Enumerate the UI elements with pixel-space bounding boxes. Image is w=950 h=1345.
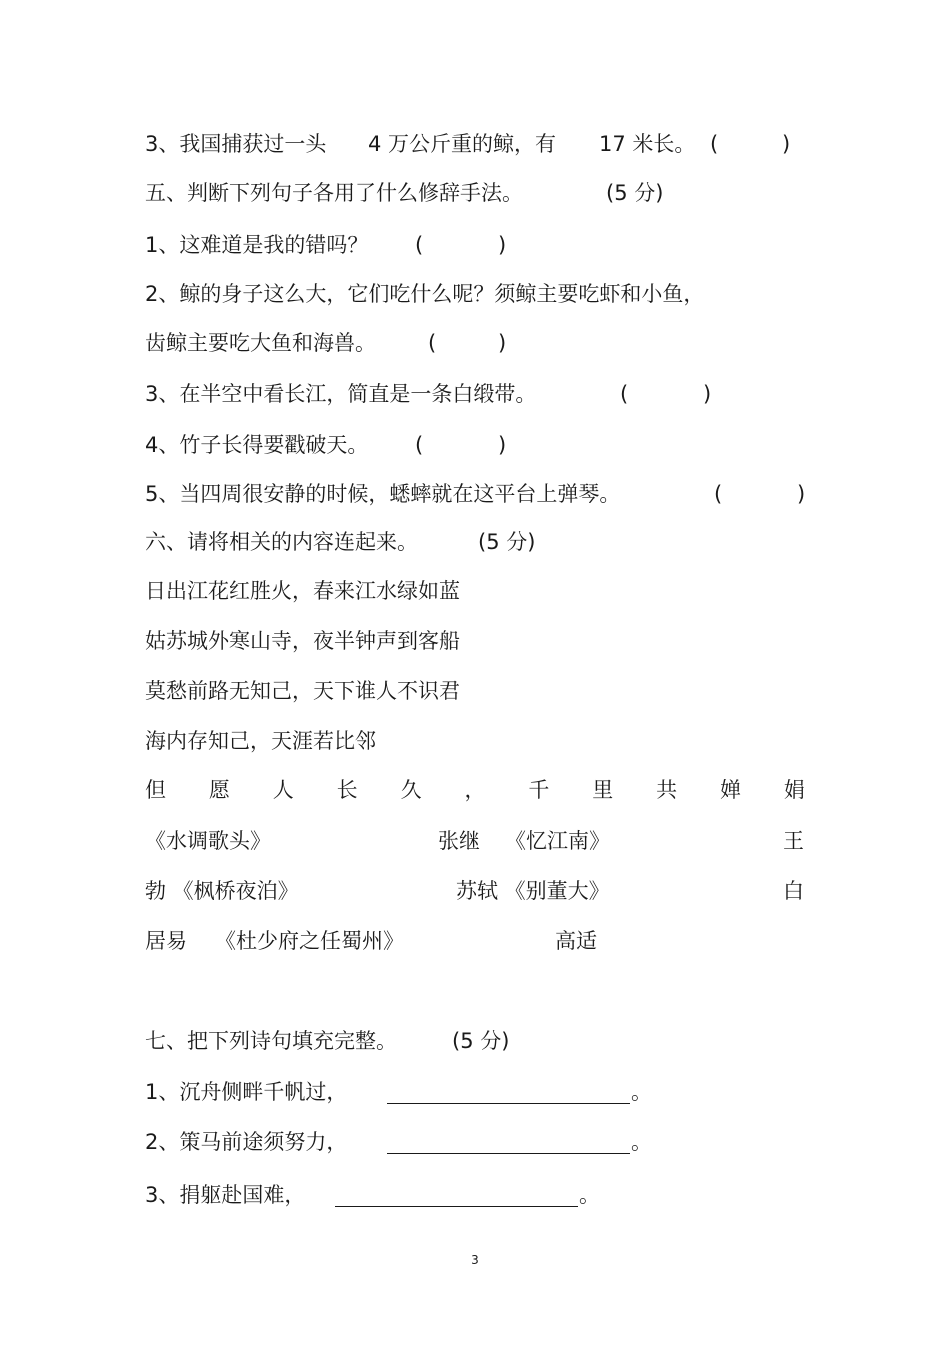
section-5-item-2-line-2 — [145, 328, 805, 358]
fill-in-blank[interactable] — [335, 1180, 578, 1207]
verse-line-4 — [145, 726, 805, 756]
verse-char: 愿 — [208, 778, 230, 802]
section-6-title: 六、请将相关的内容连起来。 — [145, 530, 418, 554]
q4-item-3-prefix: 3、我国捕获过一头 — [145, 132, 327, 156]
verse-line-3 — [145, 676, 805, 706]
fill-in-blank[interactable] — [387, 1077, 630, 1104]
verse-char: 长 — [336, 778, 358, 802]
match-line-3 — [145, 926, 805, 956]
fill-in-blank[interactable] — [387, 1127, 630, 1154]
verse-line-5-spread — [145, 775, 805, 805]
section-5-score: (5 分) — [606, 181, 664, 205]
section-5-item-text: 3、在半空中看长江，简直是一条白缎带。 — [145, 382, 537, 406]
answer-paren-open: ( — [714, 482, 723, 506]
match-line-1 — [145, 826, 805, 856]
match-title: 勃 《枫桥夜泊》 — [145, 879, 299, 903]
section-5-item-5 — [145, 479, 805, 509]
match-author: 张继 — [438, 829, 480, 853]
q4-item-3-weight: 4 万公斤重的鲸，有 — [368, 132, 557, 156]
verse-char: 久 — [400, 778, 422, 802]
match-author: 高适 — [555, 929, 597, 953]
section-6-heading — [145, 527, 805, 557]
period-mark: 。 — [631, 1080, 652, 1104]
answer-paren-open: ( — [415, 433, 424, 457]
section-5-item-text: 4、竹子长得要戳破天。 — [145, 433, 369, 457]
match-title: 《水调歌头》 — [145, 829, 271, 853]
verse-char: 千 — [528, 778, 550, 802]
section-5-item-text: 2、鲸的身子这么大，它们吃什么呢？须鲸主要吃虾和小鱼， — [145, 282, 705, 306]
section-7-title: 七、把下列诗句填充完整。 — [145, 1029, 397, 1053]
verse-char: 人 — [272, 778, 294, 802]
section-7-heading — [145, 1026, 805, 1056]
verse-char: 娟 — [783, 778, 805, 802]
section-7-item-3 — [145, 1180, 805, 1210]
answer-paren-close: ) — [797, 482, 806, 506]
verse-char: 婵 — [720, 778, 742, 802]
answer-paren-open: ( — [710, 132, 719, 156]
verse-text: 日出江花红胜火，春来江水绿如蓝 — [145, 579, 460, 603]
verse-char: ， — [464, 778, 486, 802]
section-5-item-text: 5、当四周很安静的时候，蟋蟀就在这平台上弹琴。 — [145, 482, 621, 506]
section-5-item-text: 1、这难道是我的错吗？ — [145, 233, 369, 257]
verse-text: 莫愁前路无知己，天下谁人不识君 — [145, 679, 460, 703]
section-7-item-text: 1、沉舟侧畔千帆过， — [145, 1080, 348, 1104]
section-5-item-2-line-1 — [145, 279, 805, 309]
answer-paren-open: ( — [428, 331, 437, 355]
page-number: 3 — [471, 1253, 479, 1267]
section-7-item-1 — [145, 1077, 805, 1107]
q4-item-3-length: 17 米长。 — [599, 132, 696, 156]
section-5-title: 五、判断下列句子各用了什么修辞手法。 — [145, 181, 523, 205]
match-author: 王 — [783, 829, 804, 853]
answer-paren-close: ) — [703, 382, 712, 406]
section-5-heading — [145, 178, 805, 208]
verse-char: 共 — [656, 778, 678, 802]
answer-paren-open: ( — [620, 382, 629, 406]
verse-text: 姑苏城外寒山寺，夜半钟声到客船 — [145, 629, 460, 653]
match-line-2 — [145, 876, 805, 906]
match-title: 《杜少府之任蜀州》 — [215, 929, 404, 953]
match-title: 《忆江南》 — [505, 829, 610, 853]
match-author: 白 — [783, 879, 804, 903]
answer-paren-open: ( — [415, 233, 424, 257]
verse-text: 海内存知己，天涯若比邻 — [145, 729, 376, 753]
section-7-item-text: 2、策马前途须努力， — [145, 1130, 348, 1154]
verse-char: 里 — [592, 778, 614, 802]
section-7-item-text: 3、捐躯赴国难， — [145, 1183, 306, 1207]
section-5-item-text: 齿鲸主要吃大鱼和海兽。 — [145, 331, 376, 355]
q4-item-3 — [145, 129, 805, 159]
section-5-item-3 — [145, 379, 805, 409]
verse-char: 但 — [145, 778, 166, 802]
answer-paren-close: ) — [782, 132, 791, 156]
verse-line-1 — [145, 576, 805, 606]
section-6-score: (5 分) — [478, 530, 536, 554]
match-author: 居易 — [145, 929, 187, 953]
section-5-item-1 — [145, 230, 805, 260]
answer-paren-close: ) — [498, 233, 507, 257]
answer-paren-close: ) — [498, 433, 507, 457]
answer-paren-close: ) — [498, 331, 507, 355]
verse-line-2 — [145, 626, 805, 656]
section-7-item-2 — [145, 1127, 805, 1157]
period-mark: 。 — [631, 1130, 652, 1154]
section-5-item-4 — [145, 430, 805, 460]
match-author: 苏轼 《别董大》 — [456, 879, 610, 903]
period-mark: 。 — [579, 1183, 600, 1207]
section-7-score: (5 分) — [452, 1029, 510, 1053]
